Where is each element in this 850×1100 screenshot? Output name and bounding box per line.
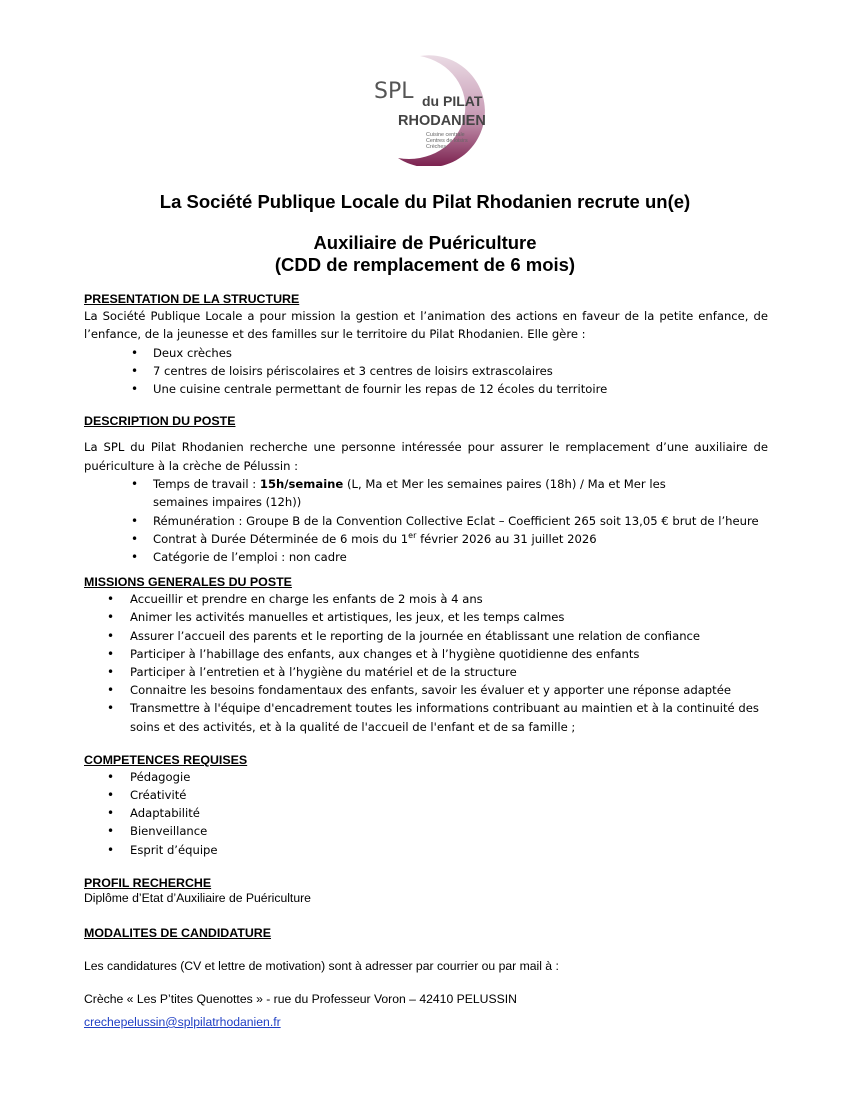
document-body xyxy=(84,292,768,1031)
time-detail: (L, Ma et Mer les semaines paires (18h) / Ma et Mer les semaines impaires (12h)) xyxy=(153,477,666,510)
list-item: • 7 centres de loisirs périscolaires et 3 centres de loisirs extrascolaires xyxy=(84,362,768,380)
list-item: • Transmettre à l'équipe d'encadrement toutes les informations contribuant au maintien et à la continuité des soins et des activités, et à la qualité de l'accueil de l'enfant et de sa famille ; xyxy=(84,699,768,735)
job-subtitle: (CDD de remplacement de 6 mois) xyxy=(274,254,576,275)
list-item: • Connaitre les besoins fondamentaux des enfants, savoir les évaluer et y apporter une réponse adaptée xyxy=(84,681,768,699)
description-text: La SPL du Pilat Rhodanien recherche une personne intéressée pour assurer le remplacement d’une auxiliaire de puériculture à la crèche de Pélussin : xyxy=(84,440,768,473)
presentation-heading: PRESENTATION DE LA STRUCTURE xyxy=(84,292,300,306)
logo-text-du-pilat: du PILAT xyxy=(422,93,483,109)
logo-sub-2: Centres de loisirs xyxy=(426,138,468,144)
logo-sub-3: Crèches xyxy=(426,144,447,150)
email-link[interactable]: crechepelussin@splpilatrhodanien.fr xyxy=(84,1014,281,1029)
list-item-category: • Catégorie de l’emploi : non cadre xyxy=(84,548,724,566)
profil-heading: PROFIL RECHERCHE xyxy=(84,875,212,890)
list-item: • Une cuisine centrale permettant de fournir les repas de 12 écoles du territoire xyxy=(84,380,768,398)
job-title: Auxiliaire de Puériculture xyxy=(313,232,537,253)
logo-sub-1: Cuisine centrale xyxy=(426,132,465,138)
competences-heading: COMPETENCES REQUISES xyxy=(84,752,248,767)
logo-text-spl: SPL xyxy=(374,79,414,104)
list-item: • Esprit d’équipe xyxy=(84,841,768,859)
competences-list xyxy=(84,768,768,859)
modalites-text: Les candidatures (CV et lettre de motivation) sont à adresser par courrier ou par mail à : xyxy=(84,958,559,973)
contract-sup: er xyxy=(408,530,417,540)
list-item: • Animer les activités manuelles et artistiques, les jeux, et les temps calmes xyxy=(84,608,768,626)
list-item: • Bienveillance xyxy=(84,822,768,840)
contract-before: Contrat à Durée Déterminée de 6 mois du 1 xyxy=(153,531,409,546)
missions-heading: MISSIONS GENERALES DU POSTE xyxy=(84,575,292,590)
list-item: • Créativité xyxy=(84,786,768,804)
list-item: • Participer à l’entretien et à l’hygiène du matériel et de la structure xyxy=(84,663,768,681)
description-list xyxy=(84,475,759,566)
list-item: • Accueillir et prendre en charge les enfants de 2 mois à 4 ans xyxy=(84,590,768,608)
missions-list xyxy=(84,590,768,736)
spl-logo xyxy=(370,54,500,166)
logo-text-rhodanien: RHODANIEN xyxy=(398,113,486,129)
profil-text: Diplôme d’Etat d’Auxiliaire de Puériculture xyxy=(84,890,311,905)
time-hours: 15h/semaine xyxy=(259,477,344,492)
page-title: La Société Publique Locale du Pilat Rhodanien recrute un(e) xyxy=(159,191,691,212)
list-item: • Deux crèches xyxy=(84,344,768,362)
list-item: • Participer à l’habillage des enfants, aux changes et à l’hygiène quotidienne des enfants xyxy=(84,645,768,663)
description-heading: DESCRIPTION DU POSTE xyxy=(84,414,236,429)
presentation-text: La Société Publique Locale a pour mission la gestion et l’animation des actions en faveur de la petite enfance, de l’enfance, de la jeunesse et des familles sur le territoire du Pilat Rhodanien. Elle gère : xyxy=(84,309,768,342)
modalites-address: Crèche « Les P’tites Quenottes » - rue du Professeur Voron – 42410 PELUSSIN xyxy=(84,991,517,1006)
list-item: • Pédagogie xyxy=(84,768,768,786)
list-item-contract xyxy=(84,530,724,548)
job-title-block xyxy=(0,232,850,276)
list-item: • Adaptabilité xyxy=(84,804,768,822)
modalites-heading: MODALITES DE CANDIDATURE xyxy=(84,925,272,940)
contract-after: février 2026 au 31 juillet 2026 xyxy=(416,531,597,546)
time-label: Temps de travail : xyxy=(153,477,260,492)
list-item-time xyxy=(84,475,724,511)
presentation-list xyxy=(84,344,768,399)
list-item: • Assurer l’accueil des parents et le reporting de la journée en établissant une relation de confiance xyxy=(84,627,768,645)
list-item-salary: • Rémunération : Groupe B de la Convention Collective Eclat – Coefficient 265 soit 13,05 € brut de l’heure xyxy=(84,512,850,530)
